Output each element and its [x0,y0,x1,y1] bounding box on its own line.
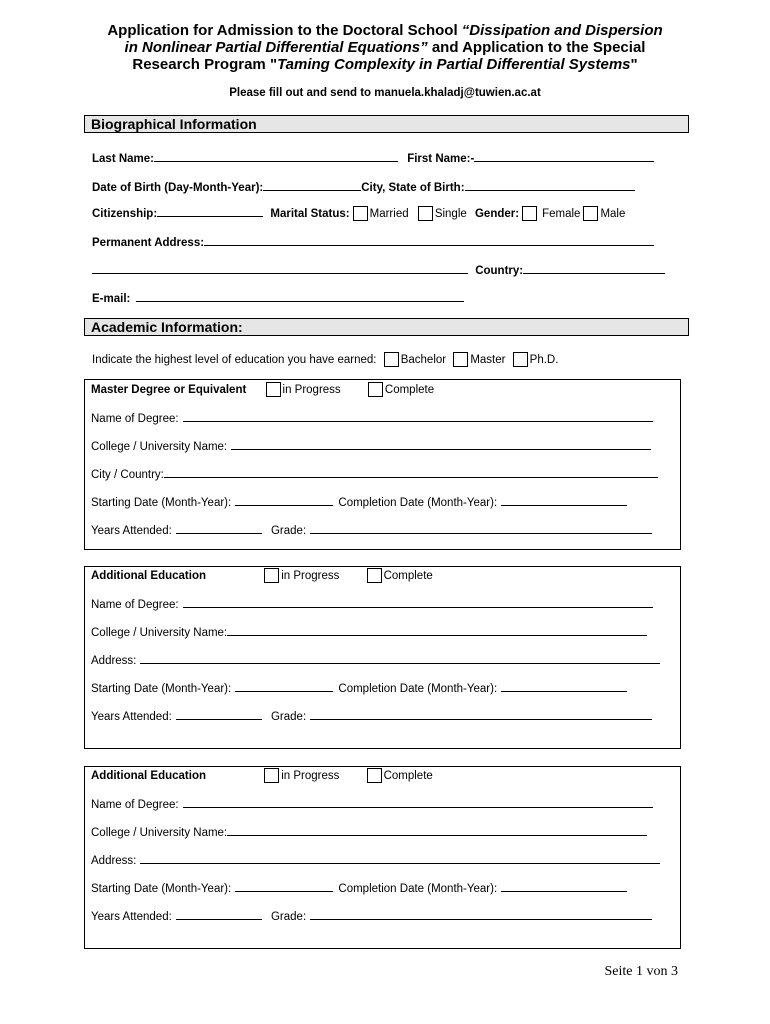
college-field[interactable] [227,624,647,636]
additional-2-college-row [91,824,647,840]
country-label: Country: [475,265,524,277]
email-row [92,290,464,306]
married-label: Married [369,208,409,220]
college-label: College / University Name: [91,441,228,453]
complete-label: Complete [383,770,433,782]
section-heading-biographical: Biographical Information [84,115,689,133]
bachelor-label: Bachelor [400,354,447,366]
last-first-name-row [92,150,654,166]
citizenship-field[interactable] [157,205,263,217]
years-attended-label: Years Attended: [91,911,172,923]
highest-education-row [92,352,558,367]
master-in-progress-checkbox[interactable] [266,382,281,397]
page-title [60,22,710,73]
dob-field[interactable] [263,179,361,191]
email-field[interactable] [136,290,464,302]
additional-2-dates-row [91,880,627,896]
city-country-label: City / Country: [91,469,164,481]
completion-date-label: Completion Date (Month-Year): [338,683,498,695]
degree-name-field[interactable] [183,596,653,608]
phd-label: Ph.D. [529,354,559,366]
female-checkbox[interactable] [522,206,537,221]
citizenship-label: Citizenship: [92,208,158,220]
address-label: Address: [91,855,137,867]
additional-1-header [91,568,433,583]
master-box-header [91,382,434,397]
master-degree-name-row [91,410,653,426]
degree-name-field[interactable] [183,796,653,808]
additional-1-complete-checkbox[interactable] [367,568,382,583]
grade-label: Grade: [270,711,307,723]
additional-1-years-grade-row [91,708,652,724]
starting-date-field[interactable] [235,680,333,692]
degree-name-label: Name of Degree: [91,599,179,611]
dob-label: Date of Birth (Day-Month-Year): [92,182,264,194]
master-complete-checkbox[interactable] [368,382,383,397]
master-checkbox[interactable] [453,352,468,367]
city-state-birth-field[interactable] [465,179,635,191]
title-italic-text: Taming Complexity in Partial Differential Systems [277,56,631,73]
master-dates-row [91,494,627,510]
gender-label: Gender: [474,208,520,220]
starting-date-label: Starting Date (Month-Year): [91,883,232,895]
title-text: Research Program " [132,56,278,73]
married-checkbox[interactable] [353,206,368,221]
section-heading-academic: Academic Information: [84,318,689,336]
additional-education-box-1 [84,566,681,749]
completion-date-label: Completion Date (Month-Year): [338,497,498,509]
years-attended-label: Years Attended: [91,525,172,537]
city-state-birth-label: City, State of Birth: [361,182,465,194]
additional-1-address-row [91,652,660,668]
master-degree-box [84,379,681,550]
title-line-3 [60,56,710,73]
additional-box-title: Additional Education [91,770,206,782]
master-box-title: Master Degree or Equivalent [91,384,247,396]
years-attended-field[interactable] [176,708,262,720]
additional-2-in-progress-checkbox[interactable] [264,768,279,783]
starting-date-field[interactable] [235,494,333,506]
years-attended-label: Years Attended: [91,711,172,723]
additional-box-title: Additional Education [91,570,206,582]
last-name-field[interactable] [154,150,398,162]
starting-date-label: Starting Date (Month-Year): [91,497,232,509]
address-field[interactable] [140,652,660,664]
citizenship-row [92,205,625,221]
single-label: Single [434,208,467,220]
grade-field[interactable] [310,708,652,720]
starting-date-field[interactable] [235,880,333,892]
grade-label: Grade: [270,525,307,537]
single-checkbox[interactable] [418,206,433,221]
additional-2-years-grade-row [91,908,652,924]
master-city-country-row [91,466,658,482]
degree-name-label: Name of Degree: [91,413,179,425]
additional-1-in-progress-checkbox[interactable] [264,568,279,583]
title-line-2 [60,39,710,56]
additional-2-complete-checkbox[interactable] [367,768,382,783]
college-field[interactable] [227,824,647,836]
complete-label: Complete [384,384,435,396]
complete-label: Complete [383,570,433,582]
marital-status-label: Marital Status: [270,208,350,220]
additional-education-box-2 [84,766,681,949]
title-text: and Application to the Special [427,39,646,56]
completion-date-field[interactable] [501,680,627,692]
address-field[interactable] [140,852,660,864]
male-checkbox[interactable] [583,206,598,221]
title-text: " [630,56,638,73]
college-label: College / University Name: [91,627,228,639]
permanent-address-label: Permanent Address: [92,237,205,249]
starting-date-label: Starting Date (Month-Year): [91,683,232,695]
address-label: Address: [91,655,137,667]
permanent-address-row [92,234,654,250]
grade-field[interactable] [310,908,652,920]
college-field[interactable] [231,438,651,450]
college-label: College / University Name: [91,827,228,839]
highest-education-prompt: Indicate the highest level of education you have earned: [92,354,377,366]
additional-2-degree-row [91,796,653,812]
completion-date-field[interactable] [501,880,627,892]
email-label: E-mail: [92,293,131,305]
master-college-row [91,438,651,454]
last-name-label: Last Name: [92,153,154,165]
years-attended-field[interactable] [176,522,262,534]
grade-field[interactable] [310,522,652,534]
degree-name-label: Name of Degree: [91,799,179,811]
first-name-label: First Name:- [407,153,475,165]
male-label: Male [600,208,626,220]
years-attended-field[interactable] [176,908,262,920]
in-progress-label: in Progress [281,570,340,582]
completion-date-field[interactable] [501,494,627,506]
in-progress-label: in Progress [281,770,340,782]
title-italic-text: “Dissipation and Dispersion [461,22,663,39]
phd-checkbox[interactable] [513,352,528,367]
city-country-field[interactable] [164,466,658,478]
additional-1-degree-row [91,596,653,612]
instruction-text: Please fill out and send to manuela.khaladj@tuwien.ac.at [229,87,541,99]
country-field[interactable] [523,262,665,274]
bachelor-checkbox[interactable] [384,352,399,367]
additional-2-header [91,768,433,783]
address-country-row [92,262,665,278]
in-progress-label: in Progress [282,384,341,396]
first-name-field[interactable] [474,150,654,162]
birth-row [92,179,635,195]
permanent-address-field[interactable] [204,234,654,246]
title-line-1 [60,22,710,39]
title-text: Application for Admission to the Doctoral School [107,22,462,39]
additional-2-address-row [91,852,660,868]
grade-label: Grade: [270,911,307,923]
address-line-2-field[interactable] [92,262,468,274]
female-label: Female [542,208,581,220]
title-italic-text: in Nonlinear Partial Differential Equations” [124,39,428,56]
degree-name-field[interactable] [183,410,653,422]
master-years-grade-row [91,522,652,538]
additional-1-college-row [91,624,647,640]
additional-1-dates-row [91,680,627,696]
completion-date-label: Completion Date (Month-Year): [338,883,498,895]
master-label: Master [470,354,506,366]
page-indicator: Seite 1 von 3 [604,964,678,979]
